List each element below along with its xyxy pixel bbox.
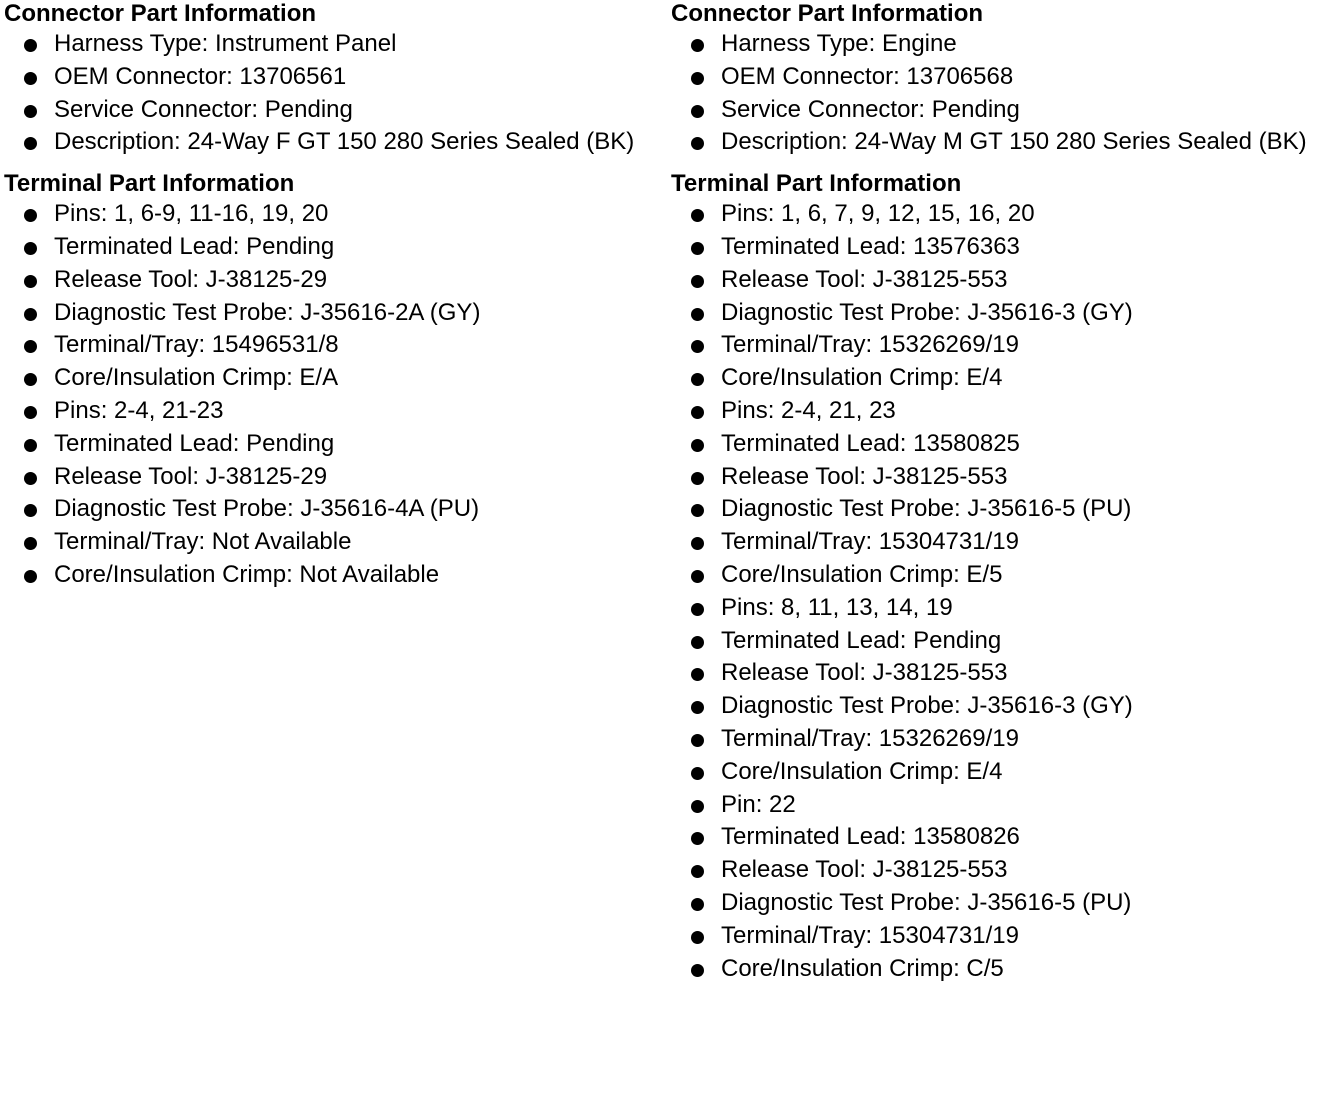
bullet-icon — [691, 701, 704, 714]
left-connector-column — [4, 0, 664, 592]
bullet-icon — [691, 242, 704, 255]
bullet-icon — [24, 439, 37, 452]
list-item: Pins: 1, 6, 7, 9, 12, 15, 16, 20 — [671, 198, 1341, 231]
bullet-icon — [691, 137, 704, 150]
bullet-icon — [691, 734, 704, 747]
list-item: Diagnostic Test Probe: J-35616-2A (GY) — [4, 297, 664, 330]
left-connector-list — [4, 28, 664, 159]
bullet-icon — [691, 340, 704, 353]
right-terminal-group-2 — [671, 395, 1341, 592]
bullet-icon — [24, 39, 37, 52]
list-item: Core/Insulation Crimp: E/4 — [671, 756, 1341, 789]
bullet-icon — [691, 308, 704, 321]
bullet-icon — [691, 767, 704, 780]
list-item: Diagnostic Test Probe: J-35616-5 (PU) — [671, 493, 1341, 526]
list-item: Diagnostic Test Probe: J-35616-3 (GY) — [671, 297, 1341, 330]
list-item: Terminal/Tray: 15304731/19 — [671, 920, 1341, 953]
bullet-icon — [691, 105, 704, 118]
bullet-icon — [691, 373, 704, 386]
list-item: Pin: 22 — [671, 789, 1341, 822]
list-item: Terminated Lead: 13580826 — [671, 821, 1341, 854]
list-item: Service Connector: Pending — [4, 94, 664, 127]
bullet-icon — [24, 570, 37, 583]
list-item: Core/Insulation Crimp: E/4 — [671, 362, 1341, 395]
list-item: Core/Insulation Crimp: E/5 — [671, 559, 1341, 592]
bullet-icon — [691, 275, 704, 288]
list-item: Release Tool: J-38125-29 — [4, 264, 664, 297]
right-terminal-group-1 — [671, 198, 1341, 395]
bullet-icon — [691, 209, 704, 222]
bullet-icon — [24, 308, 37, 321]
list-item: Release Tool: J-38125-553 — [671, 657, 1341, 690]
list-item: Description: 24-Way F GT 150 280 Series Sealed (BK) — [4, 126, 664, 159]
list-item: Pins: 8, 11, 13, 14, 19 — [671, 592, 1341, 625]
bullet-icon — [691, 964, 704, 977]
bullet-icon — [691, 898, 704, 911]
bullet-icon — [691, 472, 704, 485]
bullet-icon — [24, 406, 37, 419]
list-item: Terminated Lead: Pending — [4, 428, 664, 461]
list-item: Terminal/Tray: 15496531/8 — [4, 329, 664, 362]
list-item: Harness Type: Engine — [671, 28, 1341, 61]
left-terminal-group-1 — [4, 198, 664, 395]
list-item: Core/Insulation Crimp: Not Available — [4, 559, 664, 592]
list-item: Service Connector: Pending — [671, 94, 1341, 127]
list-item: OEM Connector: 13706561 — [4, 61, 664, 94]
list-item: Terminated Lead: 13580825 — [671, 428, 1341, 461]
bullet-icon — [24, 72, 37, 85]
bullet-icon — [24, 373, 37, 386]
right-connector-column — [671, 0, 1341, 985]
bullet-icon — [691, 931, 704, 944]
list-item: Harness Type: Instrument Panel — [4, 28, 664, 61]
right-terminal-group-3 — [671, 592, 1341, 789]
bullet-icon — [691, 406, 704, 419]
list-item: Terminal/Tray: 15326269/19 — [671, 723, 1341, 756]
left-terminal-heading: Terminal Part Information — [4, 170, 295, 198]
right-terminal-heading: Terminal Part Information — [671, 170, 962, 198]
list-item: Release Tool: J-38125-553 — [671, 854, 1341, 887]
list-item: Terminated Lead: 13576363 — [671, 231, 1341, 264]
bullet-icon — [24, 275, 37, 288]
bullet-icon — [691, 39, 704, 52]
bullet-icon — [691, 537, 704, 550]
bullet-icon — [691, 439, 704, 452]
bullet-icon — [24, 537, 37, 550]
bullet-icon — [691, 72, 704, 85]
list-item: Release Tool: J-38125-553 — [671, 461, 1341, 494]
bullet-icon — [24, 209, 37, 222]
bullet-icon — [691, 800, 704, 813]
bullet-icon — [24, 504, 37, 517]
bullet-icon — [691, 603, 704, 616]
list-item: Pins: 1, 6-9, 11-16, 19, 20 — [4, 198, 664, 231]
bullet-icon — [24, 242, 37, 255]
list-item: Terminal/Tray: 15304731/19 — [671, 526, 1341, 559]
list-item: Release Tool: J-38125-29 — [4, 461, 664, 494]
list-item: Pins: 2-4, 21-23 — [4, 395, 664, 428]
right-connector-list — [671, 28, 1341, 159]
list-item: Diagnostic Test Probe: J-35616-3 (GY) — [671, 690, 1341, 723]
bullet-icon — [24, 105, 37, 118]
bullet-icon — [691, 570, 704, 583]
list-item: Terminated Lead: Pending — [671, 625, 1341, 658]
list-item: Pins: 2-4, 21, 23 — [671, 395, 1341, 428]
list-item: Diagnostic Test Probe: J-35616-4A (PU) — [4, 493, 664, 526]
list-item: Description: 24-Way M GT 150 280 Series Sealed (BK) — [671, 126, 1341, 159]
left-terminal-group-2 — [4, 395, 664, 592]
bullet-icon — [24, 137, 37, 150]
list-item: Terminal/Tray: Not Available — [4, 526, 664, 559]
bullet-icon — [24, 472, 37, 485]
bullet-icon — [691, 668, 704, 681]
list-item: Terminated Lead: Pending — [4, 231, 664, 264]
list-item: Diagnostic Test Probe: J-35616-5 (PU) — [671, 887, 1341, 920]
left-connector-heading: Connector Part Information — [4, 0, 317, 27]
bullet-icon — [691, 865, 704, 878]
list-item: Core/Insulation Crimp: E/A — [4, 362, 664, 395]
bullet-icon — [691, 504, 704, 517]
list-item: Release Tool: J-38125-553 — [671, 264, 1341, 297]
list-item: Core/Insulation Crimp: C/5 — [671, 953, 1341, 986]
bullet-icon — [691, 832, 704, 845]
list-item: OEM Connector: 13706568 — [671, 61, 1341, 94]
bullet-icon — [24, 340, 37, 353]
right-connector-heading: Connector Part Information — [671, 0, 984, 27]
list-item: Terminal/Tray: 15326269/19 — [671, 329, 1341, 362]
right-terminal-group-4 — [671, 789, 1341, 986]
bullet-icon — [691, 636, 704, 649]
